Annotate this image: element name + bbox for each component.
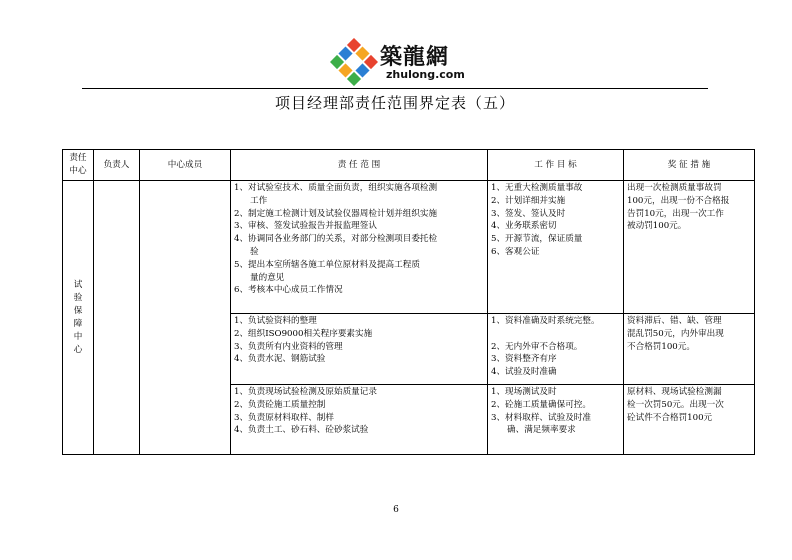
header-goals: 工 作 目 标 xyxy=(488,150,624,181)
cell-line: 资料滞后、错、缺、管理 xyxy=(627,316,722,326)
cell-line: 被动罚100元。 xyxy=(627,221,687,232)
cell-line: 工作 xyxy=(250,195,268,206)
members-cell xyxy=(140,181,231,455)
zhulong-logo xyxy=(330,38,470,88)
cell-line: 3、资料整齐有序 xyxy=(491,354,557,365)
cell-line: 1、资料准确及时系统完整。 xyxy=(491,316,600,326)
logo-mark-icon xyxy=(330,38,378,86)
cell-line: 2、负责砼施工质量控制 xyxy=(234,399,326,410)
person-cell xyxy=(94,181,140,455)
cell-line: 4、负责水泥、钢筋试验 xyxy=(234,354,326,365)
scope-cell xyxy=(231,314,488,385)
page-title: 项目经理部责任范围界定表（五） xyxy=(274,94,515,112)
scope-cell xyxy=(231,385,488,455)
cell-line: 1、负责现场试验检测及原始质量记录 xyxy=(234,387,377,397)
goals-cell xyxy=(488,181,624,314)
reward-cell xyxy=(624,181,755,314)
page-number: 6 xyxy=(393,505,399,515)
cell-line: 2、无内外审不合格项。 xyxy=(491,341,583,352)
header-dept: 责任中心 xyxy=(63,150,94,181)
cell-line: 4、协调同各业务部门的关系，对部分检测项目委托检 xyxy=(234,234,438,245)
cell-line: 3、负责原材料取样、制样 xyxy=(234,412,334,423)
cell-line: 2、制定施工检测计划及试验仪器周检计划并组织实施 xyxy=(234,208,438,219)
cell-line: 2、计划详细并实施 xyxy=(491,195,566,206)
header-person: 负责人 xyxy=(94,150,140,181)
cell-line: 确、满足频率要求 xyxy=(507,425,576,436)
cell-line: 混乱罚50元，内外审出现 xyxy=(627,328,724,339)
cell-line: 量的意见 xyxy=(250,272,285,283)
cell-line: 100元，出现一份不合格报 xyxy=(627,195,730,206)
cell-line: 1、负试验资料的整理 xyxy=(234,316,317,326)
header-scope: 责 任 范 围 xyxy=(231,150,488,181)
header-reward: 奖 征 措 施 xyxy=(624,150,755,181)
header-rule xyxy=(82,88,708,89)
cell-line xyxy=(491,328,620,341)
cell-line: 4、负责土工、砂石料、砼砂浆试验 xyxy=(234,425,369,436)
cell-line: 1、无重大检测质量事故 xyxy=(491,183,583,193)
cell-line: 3、审核、签发试验报告并报监理签认 xyxy=(234,221,377,232)
cell-line: 砼试件不合格罚100元 xyxy=(627,412,713,423)
cell-line: 原材料、现场试验检测漏 xyxy=(627,387,722,397)
cell-line: 2、组织ISO9000相关程序要素实施 xyxy=(234,328,373,339)
logo-text-en: zhulong.com xyxy=(386,68,465,81)
cell-line: 6、客观公证 xyxy=(491,246,540,257)
reward-cell xyxy=(624,385,755,455)
reward-cell xyxy=(624,314,755,385)
cell-line: 6、考核本中心成员工作情况 xyxy=(234,285,343,296)
logo-text-cn: 築龍網 xyxy=(380,45,450,70)
cell-line: 5、提出本室所辖各施工单位原材料及提高工程质 xyxy=(234,259,420,270)
goals-cell xyxy=(488,314,624,385)
cell-line: 告罚10元，出现一次工作 xyxy=(627,208,724,219)
cell-line: 1、对试验室技术、质量全面负责，组织实施各项检测 xyxy=(234,183,438,193)
cell-line: 5、开源节流，保证质量 xyxy=(491,234,583,245)
goals-cell xyxy=(488,385,624,455)
scope-cell xyxy=(231,181,488,314)
cell-line: 4、业务联系密切 xyxy=(491,221,557,232)
cell-line: 3、签发、签认及时 xyxy=(491,208,566,219)
cell-line: 不合格罚100元。 xyxy=(627,341,695,352)
table-header-row xyxy=(63,150,755,181)
responsibility-table xyxy=(62,149,755,455)
cell-line: 3、材料取样、试验及时准 xyxy=(491,412,591,423)
cell-line: 2、砼施工质量确保可控。 xyxy=(491,399,591,410)
cell-line: 3、负责所有内业资料的管理 xyxy=(234,341,343,352)
header-members: 中心成员 xyxy=(140,150,231,181)
dept-cell: 试验保障中心 xyxy=(63,181,94,455)
cell-line: 4、试验及时准确 xyxy=(491,367,557,378)
cell-line: 检一次罚50元。出现一次 xyxy=(627,399,724,410)
cell-line: 1、现场测试及时 xyxy=(491,387,557,397)
cell-line: 验 xyxy=(250,246,259,257)
table-row xyxy=(63,181,755,314)
cell-line: 出现一次检测质量事故罚 xyxy=(627,183,722,193)
